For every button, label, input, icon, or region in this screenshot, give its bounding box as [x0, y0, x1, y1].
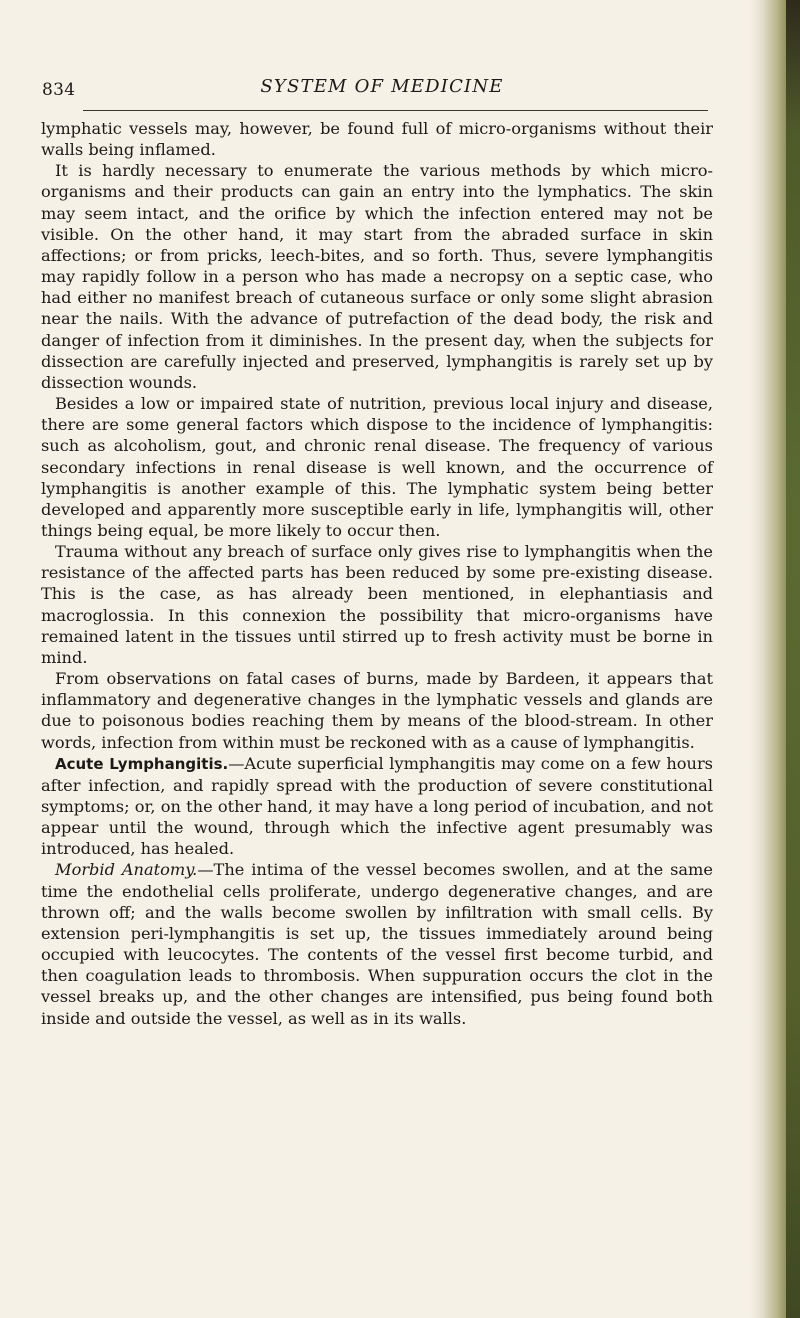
paragraph-text: It is hardly necessary to enumerate the various methods by which micro-organisms and their products can gain an entry into the lymphatics. The skin may seem intact, and the orifice by which the infection entered may not be visible. On the other hand, it may start from the abraded surface in skin affections; or from pricks, leech-bites, and so forth. Thus, severe lymphangitis may rapidly follow in a person who has made a necropsy on a septic case, who had either no manifest breach of cutaneous surface or only some slight abrasion near the nails. With the advance of putrefaction of the dead body, the risk and danger of infection from it diminishes. In the present day, when the subjects for dissection are carefully injected and preserved, lymphangitis is rarely set up by dissection wounds.	[41, 161, 713, 392]
binding-edge	[786, 0, 800, 1318]
paragraph	[41, 160, 713, 393]
paragraph-text: Besides a low or impaired state of nutrition, previous local injury and disease, there are some general factors which dispose to the incidence of lymphangitis: such as alcoholism, gout, and chronic renal disease. The frequency of various secondary infections in renal disease is well known, and the occurrence of lymphangitis is another example of this. The lymphatic system being better developed and apparently more susceptible early in life, lymphangitis will, other things being equal, be more likely to occur then.	[41, 394, 713, 540]
page-header	[42, 76, 722, 104]
paragraph-text: Trauma without any breach of surface only gives rise to lymphangitis when the resistance of the affected parts has been reduced by some pre-existing disease. This is the case, as has already been mentioned, in elephantiasis and macroglossia. In this connexion the possibility that micro-organisms have remained latent in the tissues until stirred up to fresh activity must be borne in mind.	[41, 542, 713, 667]
page-number: 834	[42, 80, 76, 100]
paragraph	[41, 393, 713, 541]
subsection-heading: Morbid Anatomy.	[55, 860, 198, 880]
header-rule	[83, 110, 708, 111]
paragraph-text: —Acute superficial lymphangitis may come on a few hours after infection, and rapidly spread with the production of severe constitutional symptoms; or, on the other hand, it may have a long period of incubation, and not appear until the wound, through which the infective agent presumably was introduced, has healed.	[41, 753, 713, 859]
paragraph-acute-lymphangitis	[41, 753, 713, 860]
paragraph-text: From observations on fatal cases of burns, made by Bardeen, it appears that inflammatory and degenerative changes in the lymphatic vessels and glands are due to poisonous bodies reaching them by means of the blood-stream. In other words, infection from within must be reckoned with as a cause of lymphangitis.	[41, 669, 713, 752]
paragraph	[41, 118, 713, 160]
paragraph	[41, 541, 713, 668]
paragraph	[41, 668, 713, 753]
body-text	[41, 118, 713, 1029]
running-head: SYSTEM OF MEDICINE	[260, 76, 504, 97]
paragraph-text: lymphatic vessels may, however, be found full of micro-organisms without their walls being inflamed.	[41, 119, 713, 160]
section-heading: Acute Lymphangitis.	[55, 754, 229, 773]
paragraph-morbid-anatomy	[41, 859, 713, 1028]
paragraph-text: —The intima of the vessel becomes swollen, and at the same time the endothelial cells proliferate, undergo degenerative changes, and are thrown off; and the walls become swollen by infiltration with small cells. By extension peri-lymphangitis is set up, the tissues immediately around being occupied with leucocytes. The contents of the vessel first become turbid, and then coagulation leads to thrombosis. When suppuration occurs the clot in the vessel breaks up, and the other changes are intensified, pus being found both inside and outside the vessel, as well as in its walls.	[41, 860, 713, 1028]
